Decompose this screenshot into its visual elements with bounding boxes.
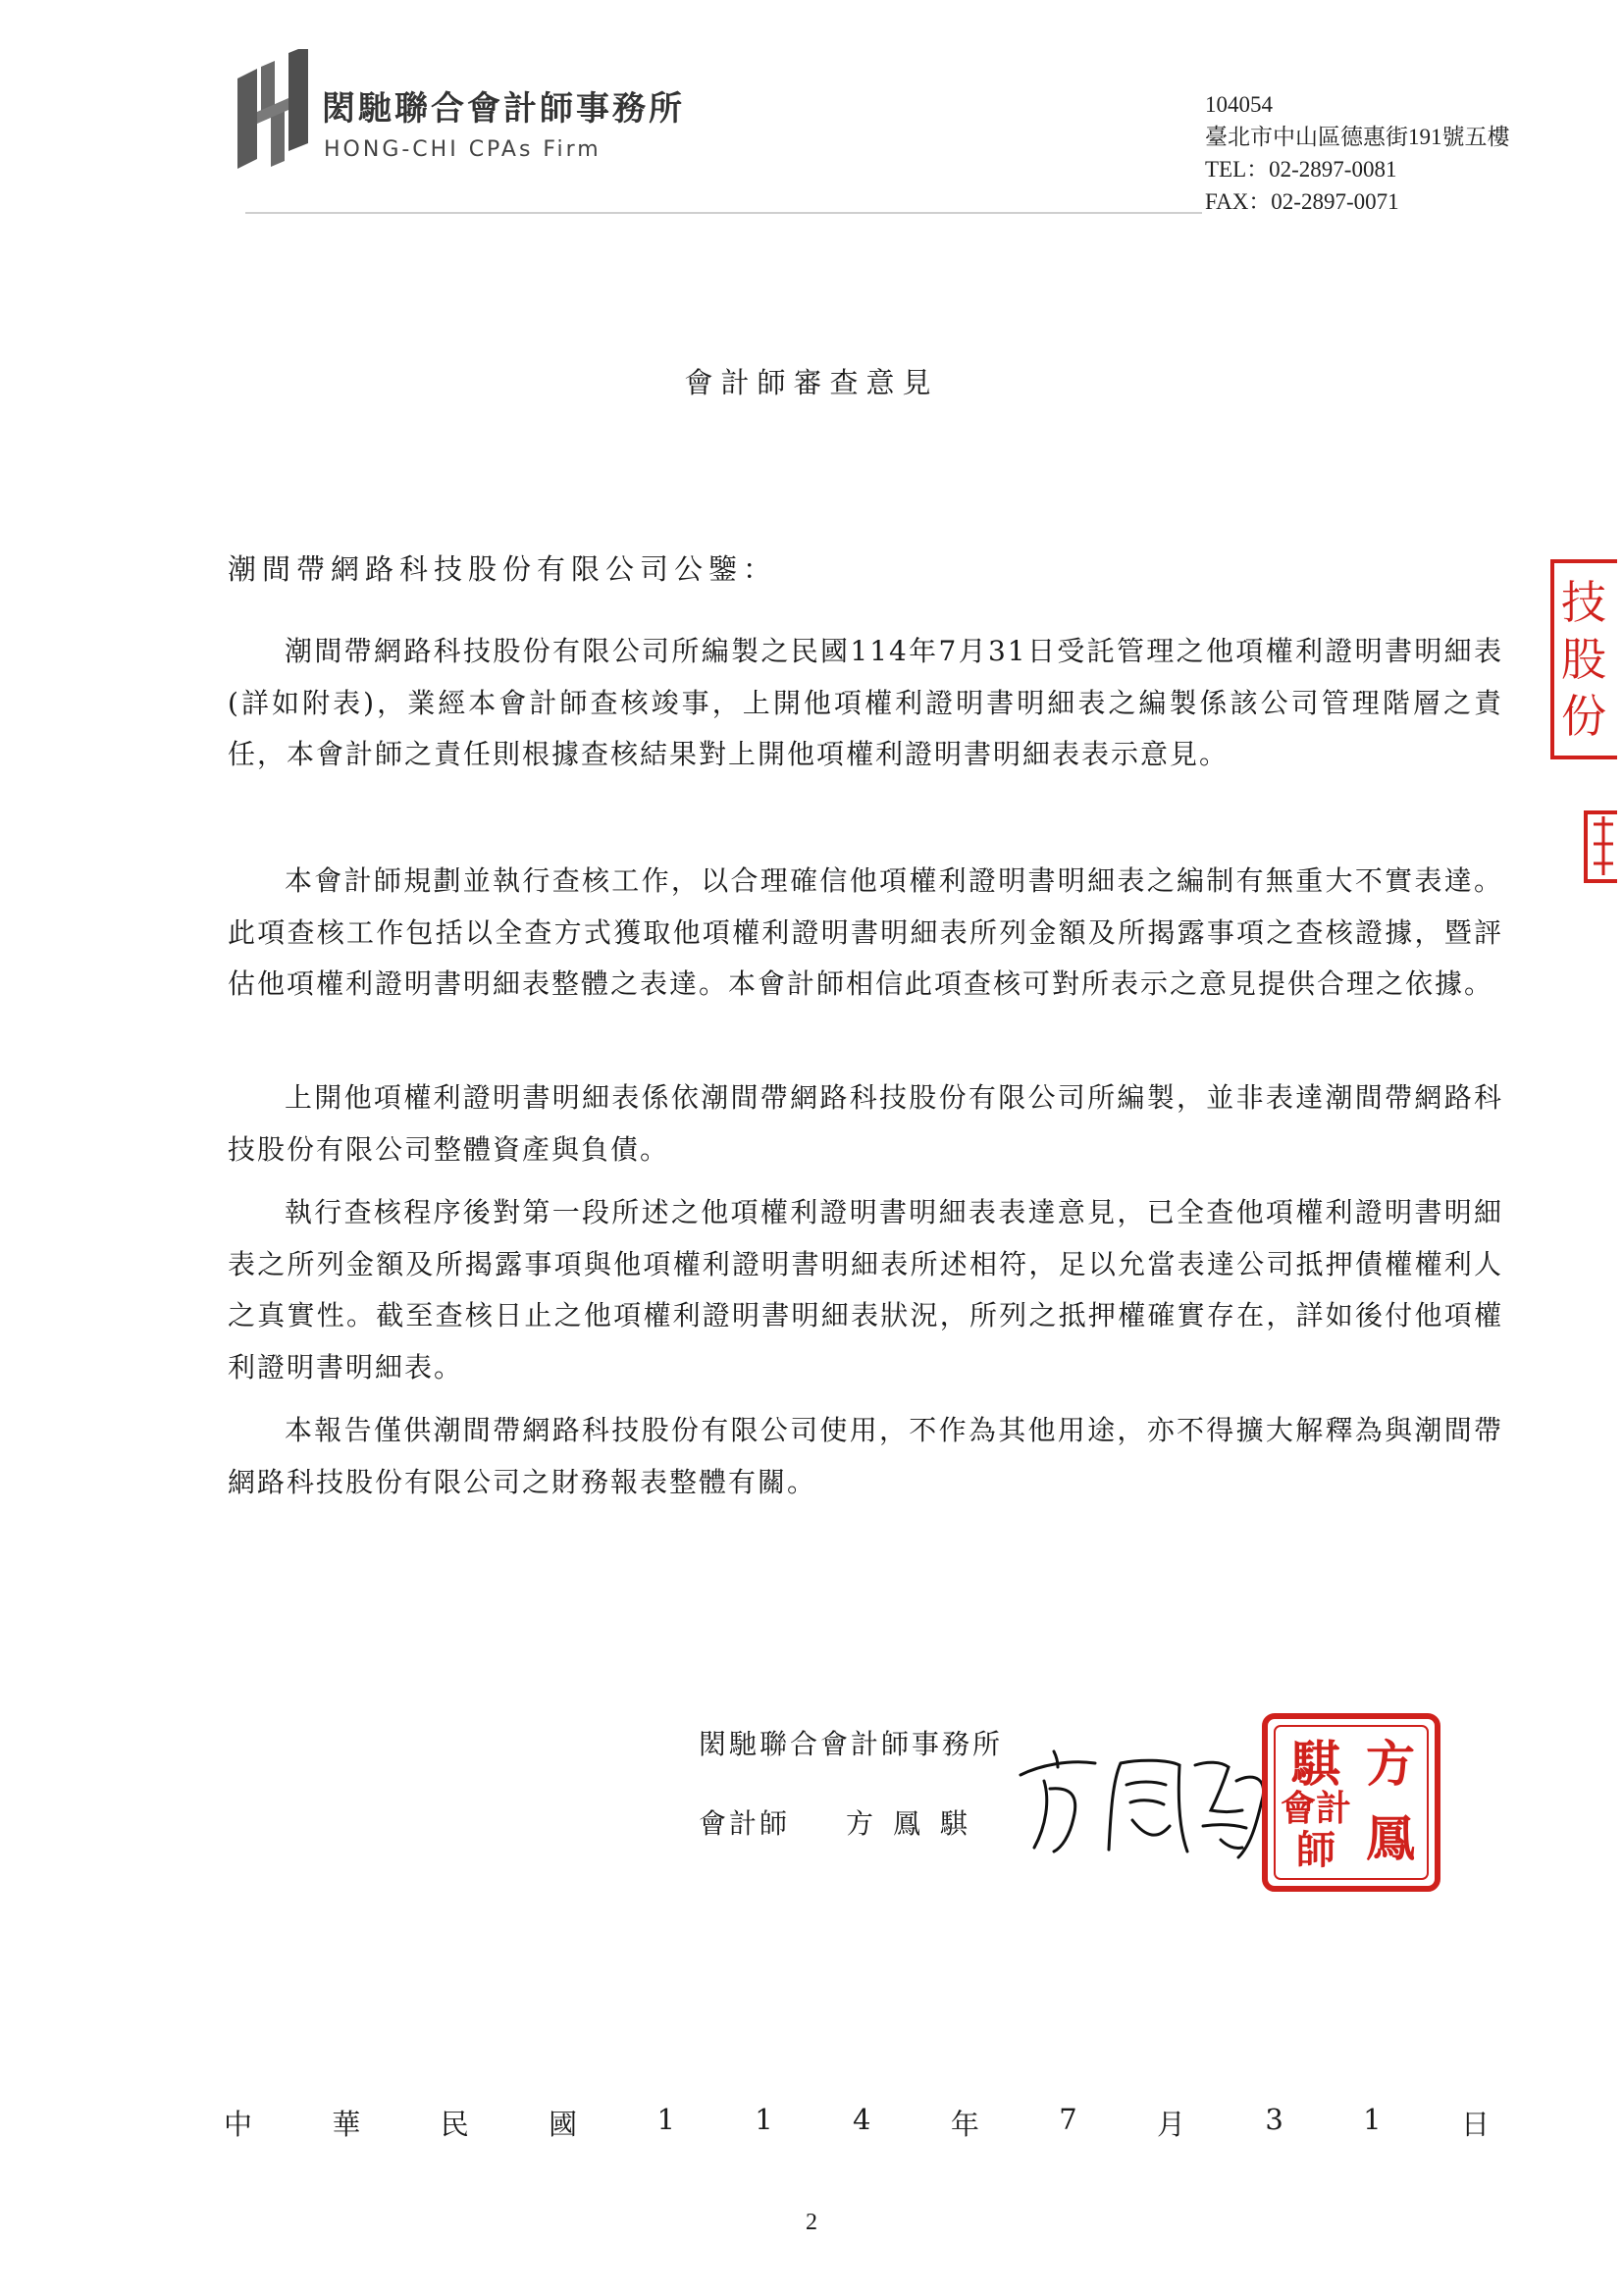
svg-text:方: 方 xyxy=(1366,1735,1415,1793)
firm-contact-block xyxy=(1205,88,1510,218)
signer-title: 會計師 xyxy=(699,1807,791,1840)
date-char: 華 xyxy=(332,2108,361,2141)
page-number: 2 xyxy=(806,2210,817,2235)
date-char: 7 xyxy=(1059,2103,1077,2136)
date-char: 年 xyxy=(950,2108,979,2141)
svg-text:股: 股 xyxy=(1561,633,1606,686)
signer-name: 方鳳騏 xyxy=(846,1807,988,1840)
addressee: 潮間帶網路科技股份有限公司公鑒： xyxy=(228,552,778,586)
date-char: 國 xyxy=(549,2108,578,2141)
paragraph-3: 上開他項權利證明書明細表係依潮間帶網路科技股份有限公司所編製，並非表達潮間帶網路科技股份有限公司整體資產與負債。 xyxy=(228,1081,1503,1166)
margin-seal-icon xyxy=(1539,559,1617,922)
date-char: 1 xyxy=(656,2103,675,2136)
date-char: 1 xyxy=(1363,2103,1382,2136)
paragraph-4: 執行查核程序後對第一段所述之他項權利證明書明細表表達意見，已全查他項權利證明書明細表之所列金額及所揭露事項與他項權利證明書明細表所述相符，足以允當表達公司抵押債權權利人之真實性。截至查核日止之他項權利證明書明細表狀況，所列之抵押權確實存在，詳如後付他項權利證明書明細表。 xyxy=(228,1196,1503,1383)
svg-text:會計: 會計 xyxy=(1280,1788,1352,1829)
paragraph-2: 本會計師規劃並執行查核工作，以合理確信他項權利證明書明細表之編制有無重大不實表達。此項查核工作包括以全查方式獲取他項權利證明書明細表所列金額及所揭露事項之查核證據，暨評估他項權利證明書明細表整體之表達。本會計師相信此項查核可對所表示之意見提供合理之依據。 xyxy=(228,864,1503,1000)
firm-tel: TEL：02-2897-0081 xyxy=(1205,157,1397,182)
date-char: 民 xyxy=(440,2108,469,2141)
firm-address: 臺北市中山區德惠街191號五樓 xyxy=(1205,125,1510,149)
paragraph-5: 本報告僅供潮間帶網路科技股份有限公司使用，不作為其他用途，亦不得擴大解釋為與潮間帶網路科技股份有限公司之財務報表整體有關。 xyxy=(228,1414,1503,1498)
report-date xyxy=(224,2103,1490,2143)
signature-firm-name: 閎馳聯合會計師事務所 xyxy=(699,1728,1004,1760)
accountant-seal-icon xyxy=(1259,1710,1443,1895)
firm-logo-icon xyxy=(236,49,310,173)
date-char: 日 xyxy=(1460,2108,1490,2141)
svg-text:技: 技 xyxy=(1561,576,1606,629)
firm-name: 閎馳聯合會計師事務所 xyxy=(322,89,685,129)
date-char: 3 xyxy=(1265,2103,1283,2136)
date-char: 4 xyxy=(853,2103,871,2136)
svg-text:鳳: 鳳 xyxy=(1366,1809,1415,1867)
document-title: 會計師審查意見 xyxy=(684,366,939,399)
firm-name-english: HONG-CHI CPAs Firm xyxy=(324,137,602,162)
svg-text:份: 份 xyxy=(1561,690,1606,743)
date-char: 月 xyxy=(1156,2108,1185,2141)
svg-text:師: 師 xyxy=(1296,1827,1335,1873)
date-char: 1 xyxy=(755,2103,773,2136)
letterhead-divider xyxy=(245,212,1202,214)
date-char: 中 xyxy=(224,2108,253,2141)
handwritten-signature-icon xyxy=(1011,1742,1276,1864)
firm-fax: FAX：02-2897-0071 xyxy=(1205,189,1399,214)
postal-code: 104054 xyxy=(1205,92,1273,117)
paragraph-1: 潮間帶網路科技股份有限公司所編製之民國114年7月31日受託管理之他項權利證明書明細表(詳如附表)，業經本會計師查核竣事，上開他項權利證明書明細表之編製係該公司管理階層之責任，本會計師之責任則根據查核結果對上開他項權利證明書明細表表示意見。 xyxy=(228,635,1503,770)
svg-text:騏: 騏 xyxy=(1291,1735,1340,1793)
